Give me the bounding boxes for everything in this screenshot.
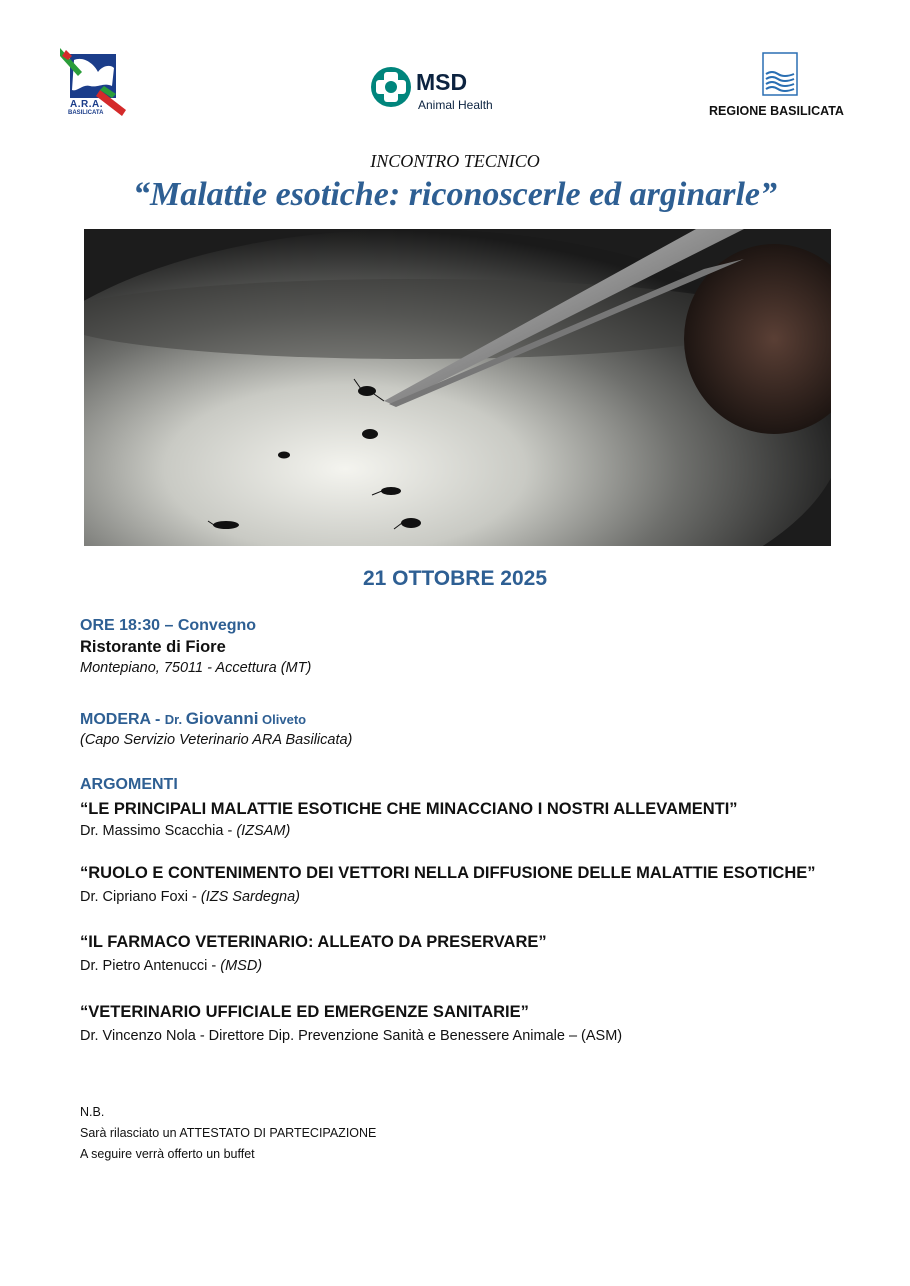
ara-logo-text: A.R.A. [70,99,103,110]
msd-logo-subtext: Animal Health [418,98,493,112]
speaker-org: (MSD) [220,958,263,974]
logo-bar [0,0,910,130]
venue-address: Montepiano, 75011 - Accettura (MT) [80,660,312,676]
ara-logo-subtext: BASILICATA [68,110,104,116]
moderator-line [80,709,352,729]
speaker-org: (IZS Sardegna) [200,889,301,905]
moderator-last-name: Oliveto [258,712,307,727]
msd-logo-name: MSD [416,69,468,95]
speaker-name: Dr. Pietro Antenucci - [80,958,221,974]
event-time: ORE 18:30 – Convegno [80,617,257,634]
topic-item [80,864,816,905]
topic-speaker [80,958,547,974]
topic-item [80,933,547,974]
msd-emblem-icon [370,66,412,108]
regione-basilicata-logo [700,52,860,122]
topic-speaker [80,1028,622,1044]
topics-block [80,776,178,794]
speaker-name: Dr. Vincenzo Nola - Direttore Dip. Prevenzione Sanità e Benessere Animale – (ASM) [80,1028,623,1044]
topic-speaker [80,823,738,839]
moderator-first-name: Giovanni [185,709,259,728]
topic-item [80,1003,622,1044]
topic-title: “IL FARMACO VETERINARIO: ALLEATO DA PRESERVARE” [80,933,547,951]
topic-title: “LE PRINCIPALI MALATTIE ESOTICHE CHE MINACCIANO I NOSTRI ALLEVAMENTI” [80,800,738,818]
venue-name: Ristorante di Fiore [80,638,226,656]
event-date: 21 OTTOBRE 2025 [362,567,548,590]
moderator-block [80,709,352,748]
moderator-role: (Capo Servizio Veterinario ARA Basilicata) [80,732,353,748]
topics-heading: ARGOMENTI [80,776,178,793]
speaker-org: (IZSAM) [236,823,291,839]
msd-animal-health-logo [370,66,530,118]
venue-block [80,617,311,676]
notes-certificate: Sarà rilasciato un ATTESTATO DI PARTECIPAZIONE [80,1126,377,1140]
region-logo-text: REGIONE BASILICATA [709,104,844,118]
topic-title: “VETERINARIO UFFICIALE ED EMERGENZE SANITARIE” [80,1003,529,1021]
region-shield-icon [762,52,798,96]
event-subtitle: INCONTRO TECNICO [370,151,540,171]
mosquito-tweezers-photo [84,229,831,546]
speaker-name: Dr. Massimo Scacchia - [80,823,237,839]
topic-speaker [80,889,816,905]
moderator-label: MODERA - [80,711,165,728]
topic-title: “RUOLO E CONTENIMENTO DEI VETTORI NELLA DIFFUSIONE DELLE MALATTIE ESOTICHE” [80,864,816,882]
topic-item [80,800,738,839]
event-title: “Malattie esotiche: riconoscerle ed arginarle” [132,176,778,213]
notes-block [80,1102,376,1165]
notes-label: N.B. [80,1105,105,1119]
speaker-name: Dr. Cipriano Foxi - [80,889,201,905]
moderator-prefix: Dr. [164,712,186,727]
notes-buffet: A seguire verrà offerto un buffet [80,1147,255,1161]
